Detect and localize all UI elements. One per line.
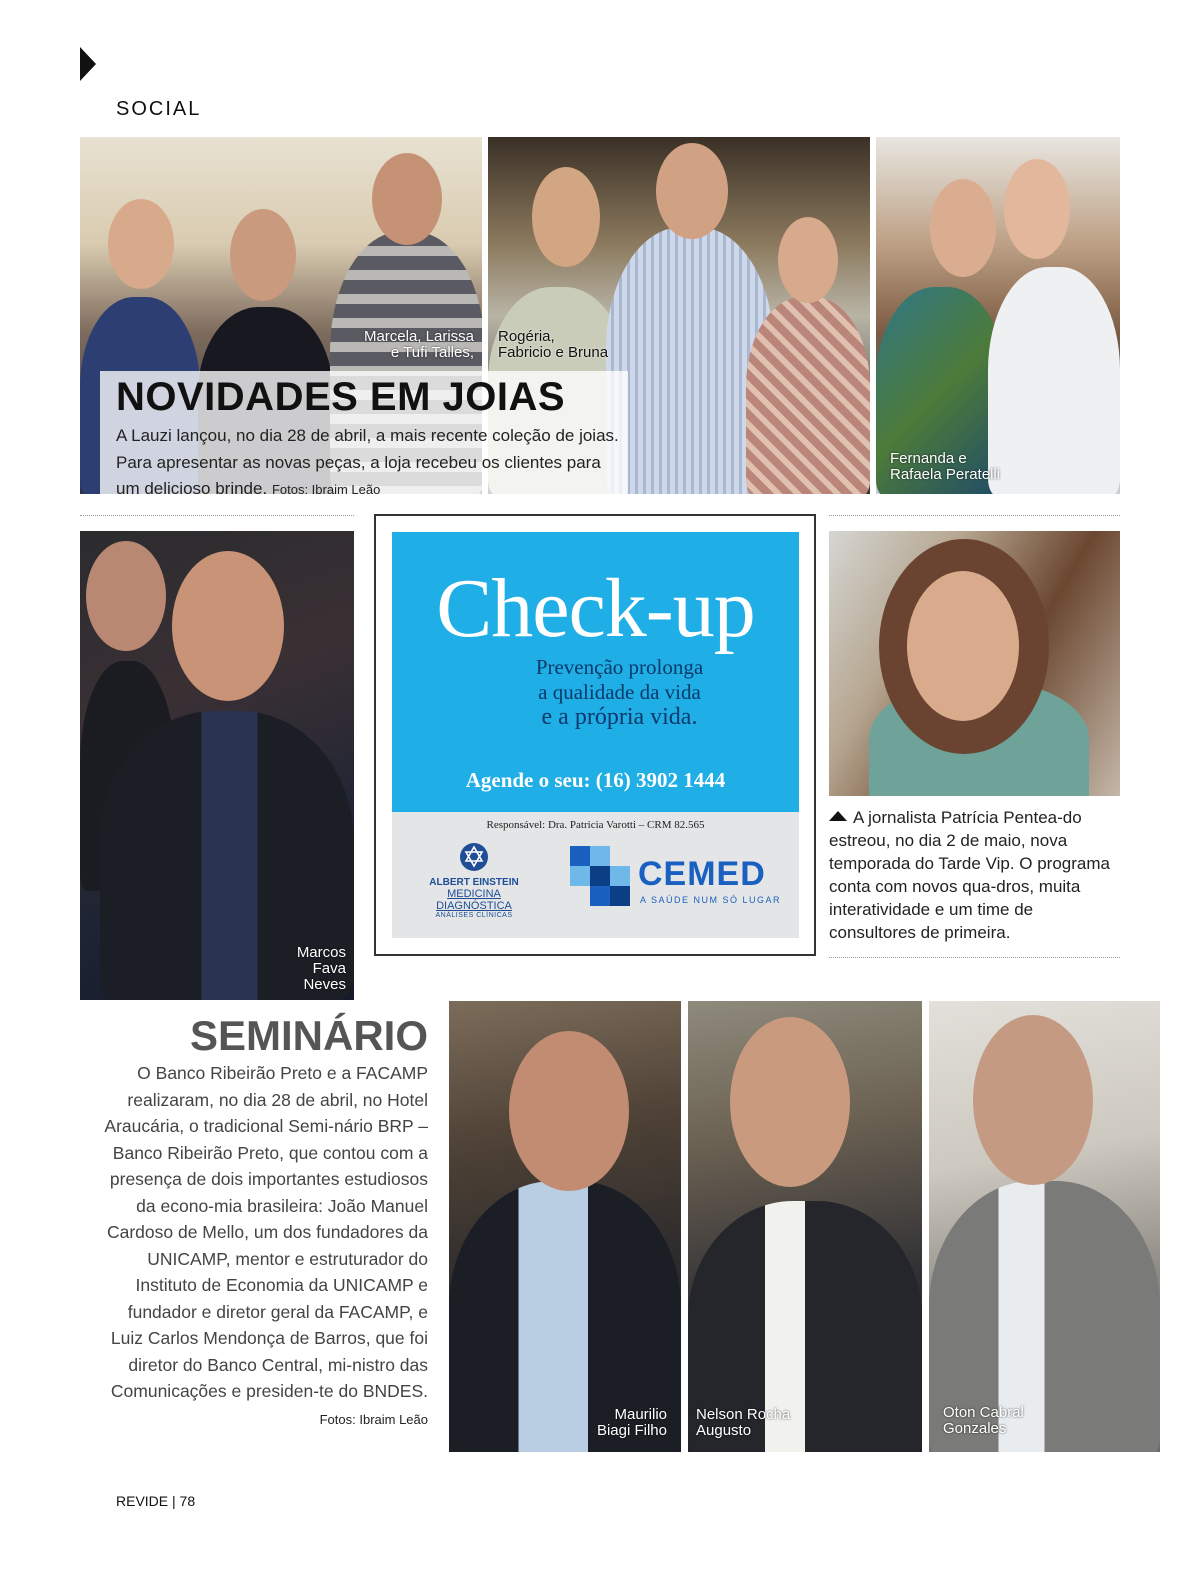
- checkup-ad-tagline: [392, 655, 847, 730]
- checkup-ad-phone: Agende o seu: (16) 3902 1444: [465, 768, 726, 792]
- photo3-caption-line2: Rafaela Peratelli: [890, 466, 1001, 483]
- maurilio-caption-line2: Biagi Filho: [596, 1422, 667, 1439]
- seminario-article: [100, 1060, 428, 1433]
- albert-einstein-logo: [410, 842, 538, 919]
- ad-tagline-line2: a qualidade da vida: [538, 680, 701, 704]
- ae-subtitle: MEDICINA DIAGNÓSTICA: [436, 888, 512, 912]
- seminario-photo-credit: Fotos: Ibraim Leão: [319, 1411, 428, 1427]
- cemed-name: CEMED: [638, 855, 766, 893]
- triangle-up-icon: [829, 811, 847, 821]
- ae-subtitle2: ANÁLISES CLÍNICAS: [435, 912, 513, 919]
- joias-article: [116, 423, 626, 504]
- joias-title: NOVIDADES EM JOIAS: [116, 375, 566, 419]
- joias-body-text: A Lauzi lançou, no dia 28 de abril, a mais recente coleção de joias. Para apresentar as novas peças, a loja recebeu os clientes para um delicioso brinde.: [116, 426, 619, 498]
- checkup-ad-title: Check-up: [436, 562, 755, 655]
- separator-right-bottom: [829, 957, 1120, 958]
- patricia-caption: [829, 806, 1119, 944]
- marcos-caption-line3: Neves: [303, 976, 346, 993]
- patricia-caption-text: A jornalista Patrícia Pentea-do estreou, no dia 2 de maio, nova temporada do Tarde Vip. O programa conta com novos qua-dros, muita interatividade e um time de consultores de primeira.: [829, 808, 1110, 942]
- maurilio-caption-line1: Maurilio: [614, 1406, 667, 1423]
- page-footer: [116, 1493, 195, 1509]
- seminario-body-text: O Banco Ribeirão Preto e a FACAMP realizaram, no dia 28 de abril, no Hotel Araucária, o tradicional Semi-nário BRP – Banco Ribeirão Preto, que contou com a presença de dois importantes estudiosos da econo-mia brasileira: João Manuel Cardoso de Mello, um dos fundadores da UNICAMP, mentor e estruturador do Instituto de Economia da UNICAMP e fundador e diretor geral da FACAMP, e Luiz Carlos Mendonça de Barros, que foi diretor do Banco Central, mi-nistro das Comunicações e presiden-te do BNDES.: [104, 1063, 428, 1401]
- photo-marcos-fava-neves: [80, 531, 354, 1000]
- separator-left: [80, 515, 354, 516]
- cemed-slogan: A SAÚDE NUM SÓ LUGAR: [640, 895, 782, 905]
- photo-fernanda-rafaela: [876, 137, 1120, 494]
- ad-tagline-line1: Prevenção prolonga: [535, 655, 704, 679]
- photo3-caption-line1: Fernanda e: [890, 450, 967, 467]
- photo2-caption-line1: Rogéria,: [498, 328, 555, 345]
- page-number: 78: [179, 1493, 196, 1509]
- oton-caption-line1: Oton Cabral: [943, 1404, 1024, 1421]
- photo1-caption-line2: e Tufi Talles,: [390, 344, 474, 361]
- marcos-caption-line1: Marcos: [296, 944, 346, 961]
- marcos-caption-line2: Fava: [312, 960, 346, 977]
- section-label: SOCIAL: [116, 98, 202, 120]
- ad-tagline-line3: e a própria vida.: [541, 704, 698, 730]
- ae-name: ALBERT EINSTEIN: [429, 877, 519, 888]
- photo-patricia-penteado: [829, 531, 1120, 796]
- photo-maurilio-biagi-filho: [449, 1001, 681, 1452]
- star-of-david-icon: [457, 842, 491, 872]
- oton-caption-line2: Gonzales: [943, 1420, 1007, 1437]
- photo1-caption-line1: Marcela, Larissa: [363, 328, 474, 345]
- photo-oton-cabral-gonzales: [929, 1001, 1160, 1452]
- photo2-caption-line2: Fabricio e Bruna: [498, 344, 609, 361]
- nelson-caption-line2: Augusto: [696, 1422, 752, 1439]
- separator-right: [829, 515, 1120, 516]
- magazine-name: REVIDE: [116, 1493, 169, 1509]
- seminario-title: SEMINÁRIO: [189, 1012, 428, 1059]
- checkup-ad-responsible: Responsável: Dra. Patricia Varotti – CRM 82.565: [486, 819, 705, 831]
- photo-nelson-rocha-augusto: [688, 1001, 922, 1452]
- nelson-caption-line1: Nelson Rocha: [696, 1406, 791, 1423]
- joias-photo-credit: Fotos: Ibraim Leão: [271, 482, 381, 497]
- footer-separator: |: [172, 1493, 176, 1509]
- cemed-checker-icon: [570, 846, 630, 911]
- section-arrow-icon: [80, 47, 96, 81]
